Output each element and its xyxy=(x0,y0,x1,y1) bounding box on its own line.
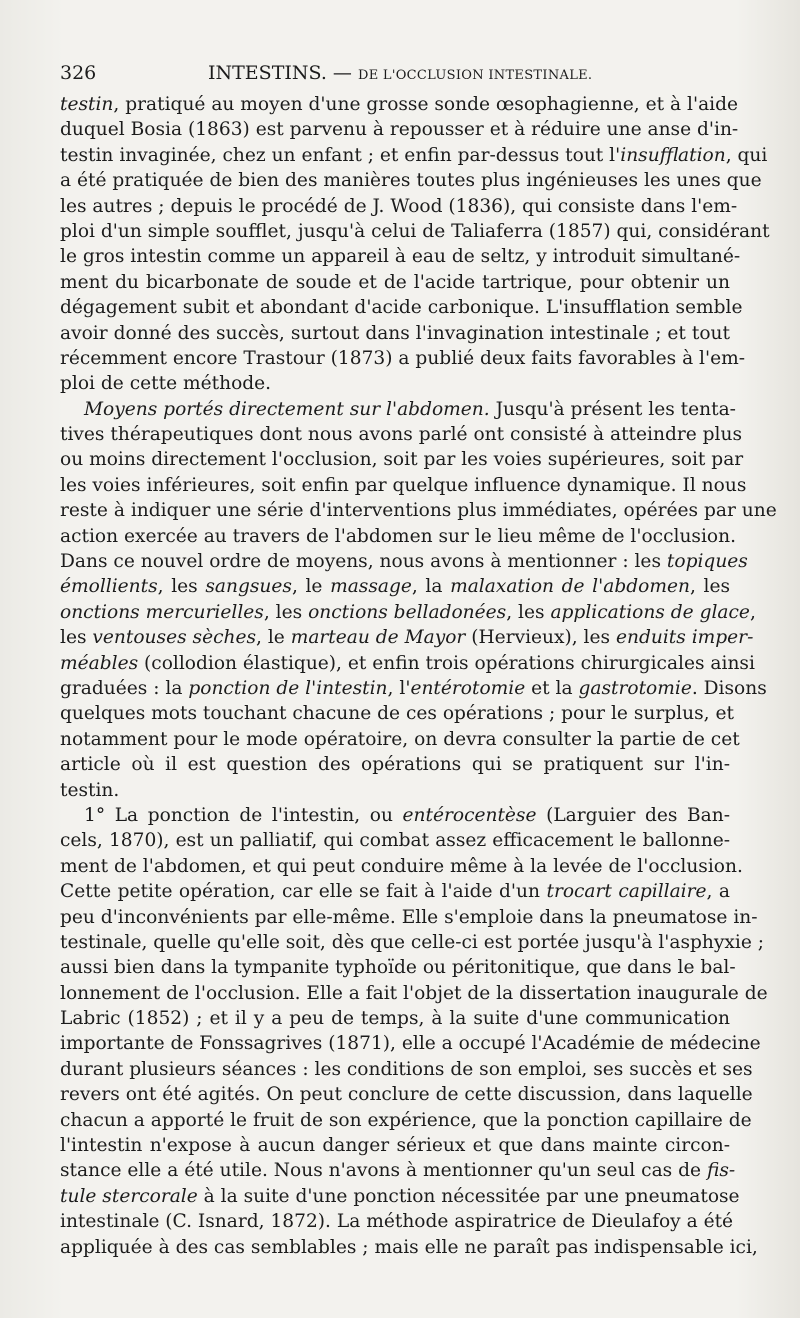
text-segment: reste à indiquer une série d'interventions plus immédiates, opérées par une xyxy=(60,500,777,522)
italic-text: méables xyxy=(60,652,139,674)
text-line xyxy=(60,778,730,803)
text-line xyxy=(60,524,736,549)
italic-text: massage xyxy=(330,576,412,598)
text-segment: ou moins directement l'occlusion, soit par les voies supérieures, soit par xyxy=(60,449,744,471)
text-line xyxy=(60,676,767,701)
text-line xyxy=(60,727,740,752)
text-line xyxy=(60,1031,761,1056)
text-segment: , a xyxy=(706,881,730,903)
header-subtitle: DE L'OCCLUSION INTESTINALE. xyxy=(357,68,593,83)
text-line xyxy=(60,270,730,295)
text-line xyxy=(60,930,765,955)
text-line xyxy=(60,397,736,422)
text-line xyxy=(60,117,739,142)
text-segment: , le xyxy=(291,576,331,598)
text-segment: , les xyxy=(689,576,730,598)
text-line xyxy=(60,422,743,447)
text-line xyxy=(60,447,744,472)
text-segment: , la xyxy=(411,576,451,598)
text-line xyxy=(60,346,746,371)
text-segment: 1° La ponction de l'intestin, ou xyxy=(84,804,403,826)
text-segment: . Disons xyxy=(691,677,767,699)
text-line xyxy=(60,498,777,523)
text-line xyxy=(60,803,730,828)
italic-text: Moyens portés directement sur l'abdomen. xyxy=(84,398,490,420)
text-line xyxy=(60,854,743,879)
text-segment: lonnement de l'occlusion. Elle a fait l'objet de la dissertation inaugurale de xyxy=(60,982,768,1004)
text-segment: (collodion élastique), et enfin trois opérations chirurgicales ainsi xyxy=(138,652,755,674)
text-segment: , le xyxy=(256,627,291,649)
text-line xyxy=(60,574,730,599)
text-segment: , xyxy=(749,601,756,623)
text-line xyxy=(60,295,743,320)
text-segment: cels, 1870), est un palliatif, qui combat assez efficacement le ballonne- xyxy=(60,830,730,852)
text-segment: (Hervieux), les xyxy=(465,627,616,649)
text-segment: testin invaginée, chez un enfant ; et enfin par-dessus tout l' xyxy=(60,144,621,166)
text-line xyxy=(60,1057,753,1082)
text-line xyxy=(60,651,755,676)
italic-text: insufflation xyxy=(620,144,726,166)
italic-text: applications de glace xyxy=(550,601,750,623)
text-line xyxy=(60,600,756,625)
text-segment: dégagement subit et abondant d'acide carbonique. L'insufflation semble xyxy=(60,297,743,319)
italic-text: ventouses sèches xyxy=(92,627,257,649)
text-segment: récemment encore Trastour (1873) a publié deux faits favorables à l'em- xyxy=(60,347,746,369)
text-segment: , pratiqué au moyen d'une grosse sonde œsophagienne, et à l'aide xyxy=(113,94,739,115)
italic-text: topiques xyxy=(666,551,748,573)
text-segment: , qui xyxy=(725,144,768,166)
italic-text: ponction de l'intestin xyxy=(188,677,388,699)
italic-text: enduits imper- xyxy=(615,627,754,649)
text-line xyxy=(60,955,736,980)
text-segment: le gros intestin comme un appareil à eau de seltz, y introduit simultané- xyxy=(60,246,741,268)
running-header xyxy=(60,62,740,88)
text-line xyxy=(60,879,730,904)
text-segment: notamment pour le mode opératoire, on devra consulter la partie de cet xyxy=(60,728,740,750)
text-line xyxy=(60,219,770,244)
text-segment: a été pratiquée de bien des manières toutes plus ingénieuses les unes que xyxy=(60,170,762,192)
text-line xyxy=(60,1235,758,1260)
text-segment: quelques mots touchant chacune de ces opérations ; pour le surplus, et xyxy=(60,703,734,725)
text-segment: (Larguier des Ban- xyxy=(536,804,730,826)
text-line xyxy=(60,1133,730,1158)
text-segment: Dans ce nouvel ordre de moyens, nous avons à mentionner : les xyxy=(60,551,667,573)
italic-text: gastrotomie xyxy=(578,677,692,699)
italic-text: entérocentèse xyxy=(402,804,537,826)
italic-text: trocart capillaire xyxy=(546,881,707,903)
text-segment: , l' xyxy=(387,677,411,699)
italic-text: sangsues xyxy=(205,576,292,598)
text-segment: à la suite d'une ponction nécessitée par une pneumatose xyxy=(197,1185,740,1207)
text-line xyxy=(60,701,734,726)
text-segment: revers ont été agités. On peut conclure de cette discussion, dans laquelle xyxy=(60,1084,753,1106)
text-line xyxy=(60,625,754,650)
text-line xyxy=(60,371,730,396)
text-segment: Labric (1852) ; et il y a peu de temps, à la suite d'une communication xyxy=(60,1008,730,1030)
header-main-title: INTESTINS. xyxy=(208,62,327,84)
text-segment: l'intestin n'expose à aucun danger sérieux et que dans mainte circon- xyxy=(60,1135,730,1157)
italic-text: testin xyxy=(60,94,114,115)
italic-text: fis- xyxy=(706,1160,736,1182)
text-line xyxy=(60,321,730,346)
text-line xyxy=(60,244,741,269)
text-segment: ment du bicarbonate de soude et de l'acide tartrique, pour obtenir un xyxy=(60,271,730,293)
text-segment: testinale, quelle qu'elle soit, dès que celle-ci est portée jusqu'à l'asphyxie ; xyxy=(60,931,765,953)
text-line xyxy=(60,1108,752,1133)
text-line xyxy=(60,981,768,1006)
text-line xyxy=(60,194,738,219)
text-segment: duquel Bosia (1863) est parvenu à repousser et à réduire une anse d'in- xyxy=(60,119,739,141)
italic-text: entérotomie xyxy=(410,677,526,699)
italic-text: onctions mercurielles xyxy=(60,601,264,623)
text-segment: les voies inférieures, soit enfin par quelque influence dynamique. Il nous xyxy=(60,474,747,496)
text-segment: durant plusieurs séances : les conditions de son emploi, ses succès et ses xyxy=(60,1058,753,1080)
text-segment: ploi de cette méthode. xyxy=(60,373,272,395)
text-line xyxy=(60,549,748,574)
text-segment: Jusqu'à présent les tenta- xyxy=(489,398,736,420)
body-text xyxy=(60,92,777,1260)
italic-text: tule stercorale xyxy=(60,1185,198,1207)
page-number: 326 xyxy=(60,62,97,84)
text-segment: testin. xyxy=(60,779,120,801)
text-segment: , les xyxy=(506,601,551,623)
italic-text: marteau de Mayor xyxy=(290,627,466,649)
italic-text: malaxation de l'abdomen xyxy=(450,576,690,598)
text-line xyxy=(60,752,730,777)
text-segment: action exercée au travers de l'abdomen sur le lieu même de l'occlusion. xyxy=(60,525,736,547)
text-line xyxy=(60,1082,753,1107)
header-title xyxy=(208,62,592,84)
text-segment: les autres ; depuis le procédé de J. Wood (1836), qui consiste dans l'em- xyxy=(60,195,738,217)
text-line xyxy=(60,1209,734,1234)
text-segment: importante de Fonssagrives (1871), elle a occupé l'Académie de médecine xyxy=(60,1033,761,1055)
text-segment: , les xyxy=(157,576,206,598)
italic-text: onctions belladonées xyxy=(308,601,507,623)
text-segment: tives thérapeutiques dont nous avons parlé ont consisté à atteindre plus xyxy=(60,424,743,446)
text-line xyxy=(60,143,768,168)
text-segment: et la xyxy=(525,677,579,699)
text-segment: aussi bien dans la tympanite typhoïde ou péritonitique, que dans le bal- xyxy=(60,957,736,979)
text-segment: les xyxy=(60,627,93,649)
text-line xyxy=(60,1006,730,1031)
text-segment: intestinale (C. Isnard, 1872). La méthode aspiratrice de Dieulafoy a été xyxy=(60,1211,734,1233)
text-segment: peu d'inconvénients par elle-même. Elle s'emploie dans la pneumatose in- xyxy=(60,906,758,928)
text-segment: , les xyxy=(263,601,309,623)
text-segment: ment de l'abdomen, et qui peut conduire même à la levée de l'occlusion. xyxy=(60,855,743,877)
header-dash: — xyxy=(326,62,358,84)
text-segment: graduées : la xyxy=(60,677,189,699)
text-segment: stance elle a été utile. Nous n'avons à mentionner qu'un seul cas de xyxy=(60,1160,707,1182)
italic-text: émollients xyxy=(60,576,158,598)
text-segment: ploi d'un simple soufflet, jusqu'à celui de Taliaferra (1857) qui, considérant xyxy=(60,220,770,242)
text-segment: appliquée à des cas semblables ; mais elle ne paraît pas indispensable ici, xyxy=(60,1236,758,1258)
text-segment: Cette petite opération, car elle se fait à l'aide d'un xyxy=(60,881,547,903)
text-line xyxy=(60,92,739,117)
text-line xyxy=(60,473,747,498)
text-line xyxy=(60,905,758,930)
text-segment: avoir donné des succès, surtout dans l'invagination intestinale ; et tout xyxy=(60,322,730,344)
text-segment: article où il est question des opérations qui se pratiquent sur l'in- xyxy=(60,754,730,776)
text-line xyxy=(60,168,762,193)
text-line xyxy=(60,1158,736,1183)
text-segment: chacun a apporté le fruit de son expérience, que la ponction capillaire de xyxy=(60,1109,752,1131)
text-line xyxy=(60,828,730,853)
text-line xyxy=(60,1184,740,1209)
